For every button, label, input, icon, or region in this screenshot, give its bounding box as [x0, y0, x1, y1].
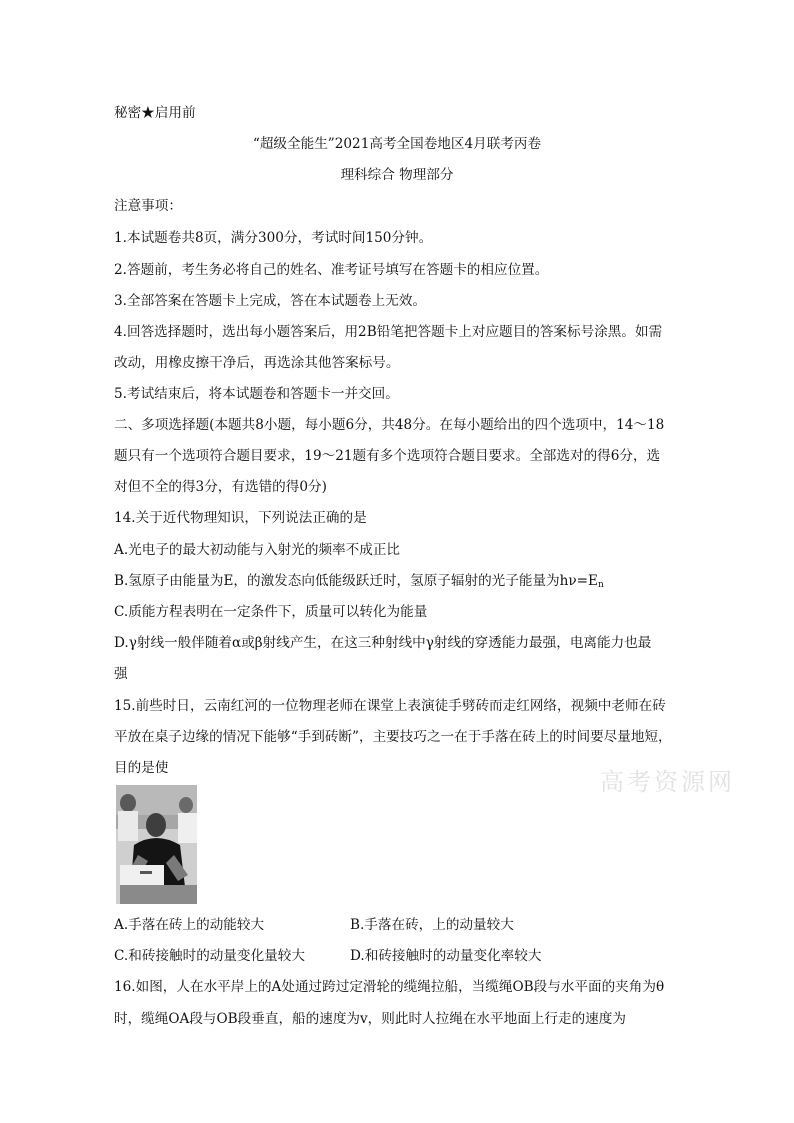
photo-illustration: [116, 785, 197, 904]
q15-option-c: C.和砖接触时的动量变化量较大: [114, 948, 305, 964]
q16-stem-line-2: 时，缆绳OA段与OB段垂直，船的速度为v，则此时人拉绳在水平地面上行走的速度为: [114, 1011, 626, 1027]
note-1: 1.本试题卷共8页，满分300分，考试时间150分钟。: [114, 230, 433, 246]
note-5: 5.考试结束后，将本试题卷和答题卡一并交回。: [114, 386, 399, 402]
watermark: 高考资源网: [600, 768, 735, 796]
notes-heading: 注意事项：: [114, 198, 182, 214]
q14-option-b: [114, 572, 604, 594]
q14-option-c: C.质能方程表明在一定条件下，质量可以转化为能量: [114, 604, 428, 620]
exam-title: “超级全能生”2021高考全国卷地区4月联考丙卷: [252, 136, 542, 152]
q14-stem: 14.关于近代物理知识，下列说法正确的是: [114, 510, 367, 526]
q14-option-a: A.光电子的最大初动能与入射光的频率不成正比: [114, 542, 401, 558]
q15-stem-line-3: 目的是使: [114, 760, 169, 776]
q15-option-d: D.和砖接触时的动量变化率较大: [350, 948, 542, 964]
note-2: 2.答题前，考生务必将自己的姓名、准考证号填写在答题卡的相应位置。: [114, 262, 549, 278]
q15-stem-line-2: 平放在桌子边缘的情况下能够“手到砖断”，主要技巧之一在于手落在砖上的时间要尽量地短，: [114, 729, 672, 745]
q15-option-b: B.手落在砖，上的动量较大: [350, 917, 514, 933]
q14-option-d-line-2: 强: [114, 666, 128, 682]
q15-stem-line-1: 15.前些时日，云南红河的一位物理老师在课堂上表演徒手劈砖而走红网络，视频中老师在砖: [114, 698, 666, 714]
q14-option-b-subscript: n: [597, 580, 604, 590]
secret-label: 秘密★启用前: [114, 105, 196, 121]
q14-option-b-text: B.氢原子由能量为E，的激发态向低能级跃迁时，氢原子辐射的光子能量为hν=E: [114, 573, 598, 589]
note-4-line-1: 4.回答选择题时，选出每小题答案后，用2B铅笔把答题卡上对应题目的答案标号涂黑。如需: [114, 324, 663, 340]
note-4-line-2: 改动，用橡皮擦干净后，再选涂其他答案标号。: [114, 355, 400, 371]
section-instructions-line-3: 对但不全的得3分，有选错的得0分): [114, 479, 327, 495]
q14-option-d-line-1: D.γ射线一般伴随着α或β射线产生，在这三种射线中γ射线的穿透能力最强，电离能力也最: [114, 635, 652, 651]
note-3: 3.全部答案在答题卡上完成，答在本试题卷上无效。: [114, 293, 427, 309]
exam-subtitle: 理科综合 物理部分: [340, 167, 454, 183]
teacher-brick-photo: [116, 785, 197, 904]
section-instructions-line-2: 题只有一个选项符合题目要求，19～21题有多个选项符合题目要求。全部选对的得6分，选: [114, 448, 661, 464]
q15-option-a: A.手落在砖上的动能较大: [114, 917, 265, 933]
q16-stem-line-1: 16.如图，人在水平岸上的A处通过跨过定滑轮的缆绳拉船，当缆绳OB段与水平面的夹角为θ: [114, 979, 665, 995]
section-instructions-line-1: 二、多项选择题(本题共8小题，每小题6分，共48分。在每小题给出的四个选项中，14～18: [114, 417, 665, 433]
